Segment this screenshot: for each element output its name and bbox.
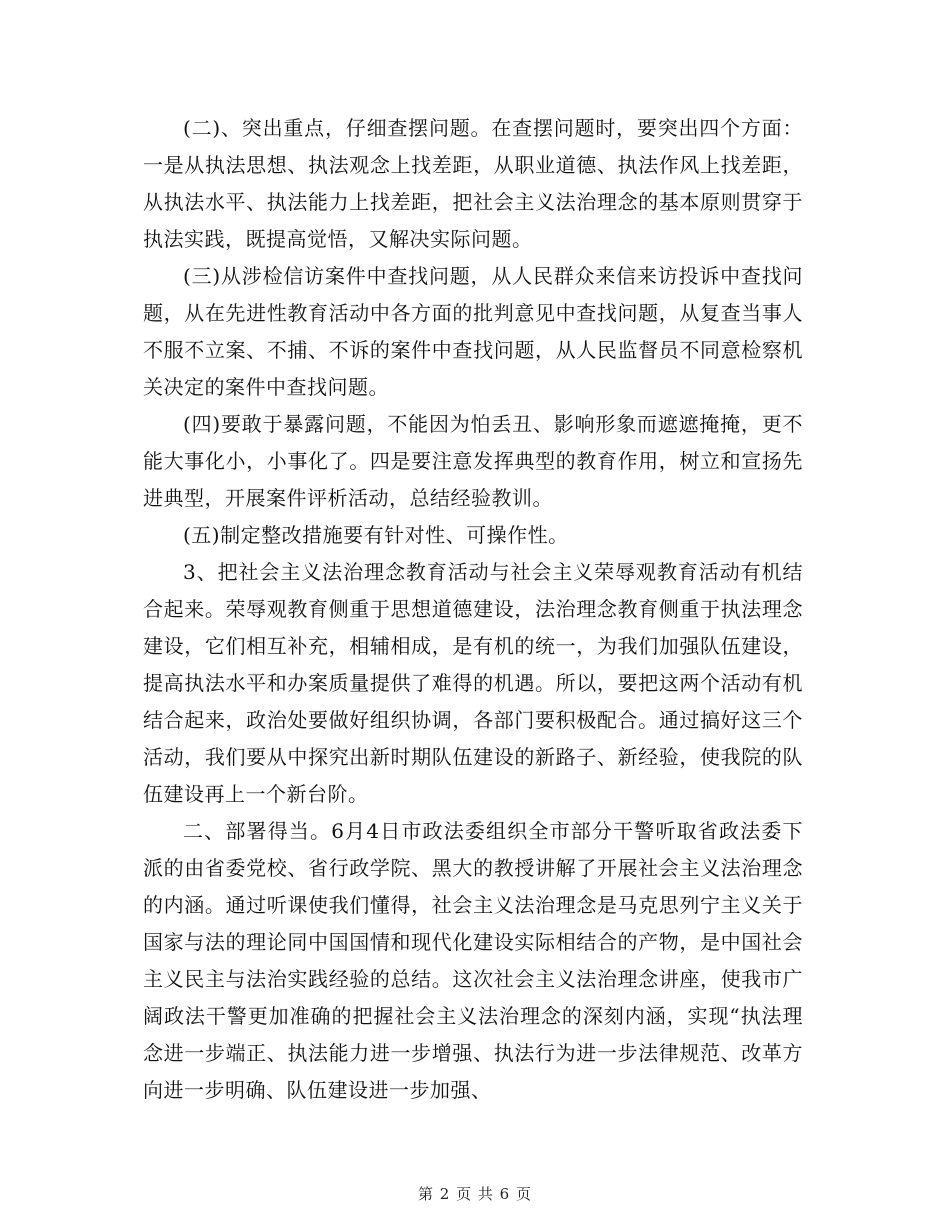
paragraph-4-expose-problems: (四)要敢于暴露问题，不能因为怕丢丑、影响形象而遮遮掩掩，更不能大事化小，小事化了。四是要注意发挥典型的教育作用，树立和宣扬先进典型，开展案件评析活动，总结经验教训。	[143, 412, 803, 510]
paragraph-3-find-problems: (三)从涉检信访案件中查找问题，从人民群众来信来访投诉中查找问题，从在先进性教育活动中各方面的批判意见中查找问题，从复查当事人不服不立案、不捕、不诉的案件中查找问题，从人民监督员不同意检察机关决定的案件中查找问题。	[143, 264, 803, 399]
paragraph-deployment: 二、部署得当。6月4日市政法委组织全市部分干警听取省政法委下派的由省委党校、省行政学院、黑大的教授讲解了开展社会主义法治理念的内涵。通过听课使我们懂得，社会主义法治理念是马克思列宁主义关于国家与法的理论同中国国情和现代化建设实际相结合的产物，是中国社会主义民主与法治实践经验的总结。这次社会主义法治理念讲座，使我市广阔政法干警更加准确的把握社会主义法治理念的深刻内涵，实现“执法理念进一步端正、执法能力进一步增强、执法行为进一步法律规范、改革方向进一步明确、队伍建设进一步加强、	[143, 819, 803, 1102]
document-body	[143, 110, 803, 1109]
page-footer: 第 2 页 共 6 页	[418, 1185, 532, 1203]
paragraph-5-rectification: (五)制定整改措施要有针对性、可操作性。	[183, 523, 569, 547]
paragraph-2-inspect-problems: (二)、突出重点，仔细查摆问题。在查摆问题时，要突出四个方面：一是从执法思想、执法观念上找差距，从职业道德、执法作风上找差距，从执法水平、执法能力上找差距，把社会主义法治理念的基本原则贯穿于执法实践，既提高觉悟，又解决实际问题。	[143, 116, 803, 251]
paragraph-section-3: 3、把社会主义法治理念教育活动与社会主义荣辱观教育活动有机结合起来。荣辱观教育侧重于思想道德建设，法治理念教育侧重于执法理念建设，它们相互补充，相辅相成，是有机的统一，为我们加强队伍建设，提高执法水平和办案质量提供了难得的机遇。所以，要把这两个活动有机结合起来，政治处要做好组织协调，各部门要积极配合。通过搞好这三个活动，我们要从中探究出新时期队伍建设的新路子、新经验，使我院的队伍建设再上一个新台阶。	[143, 560, 803, 806]
